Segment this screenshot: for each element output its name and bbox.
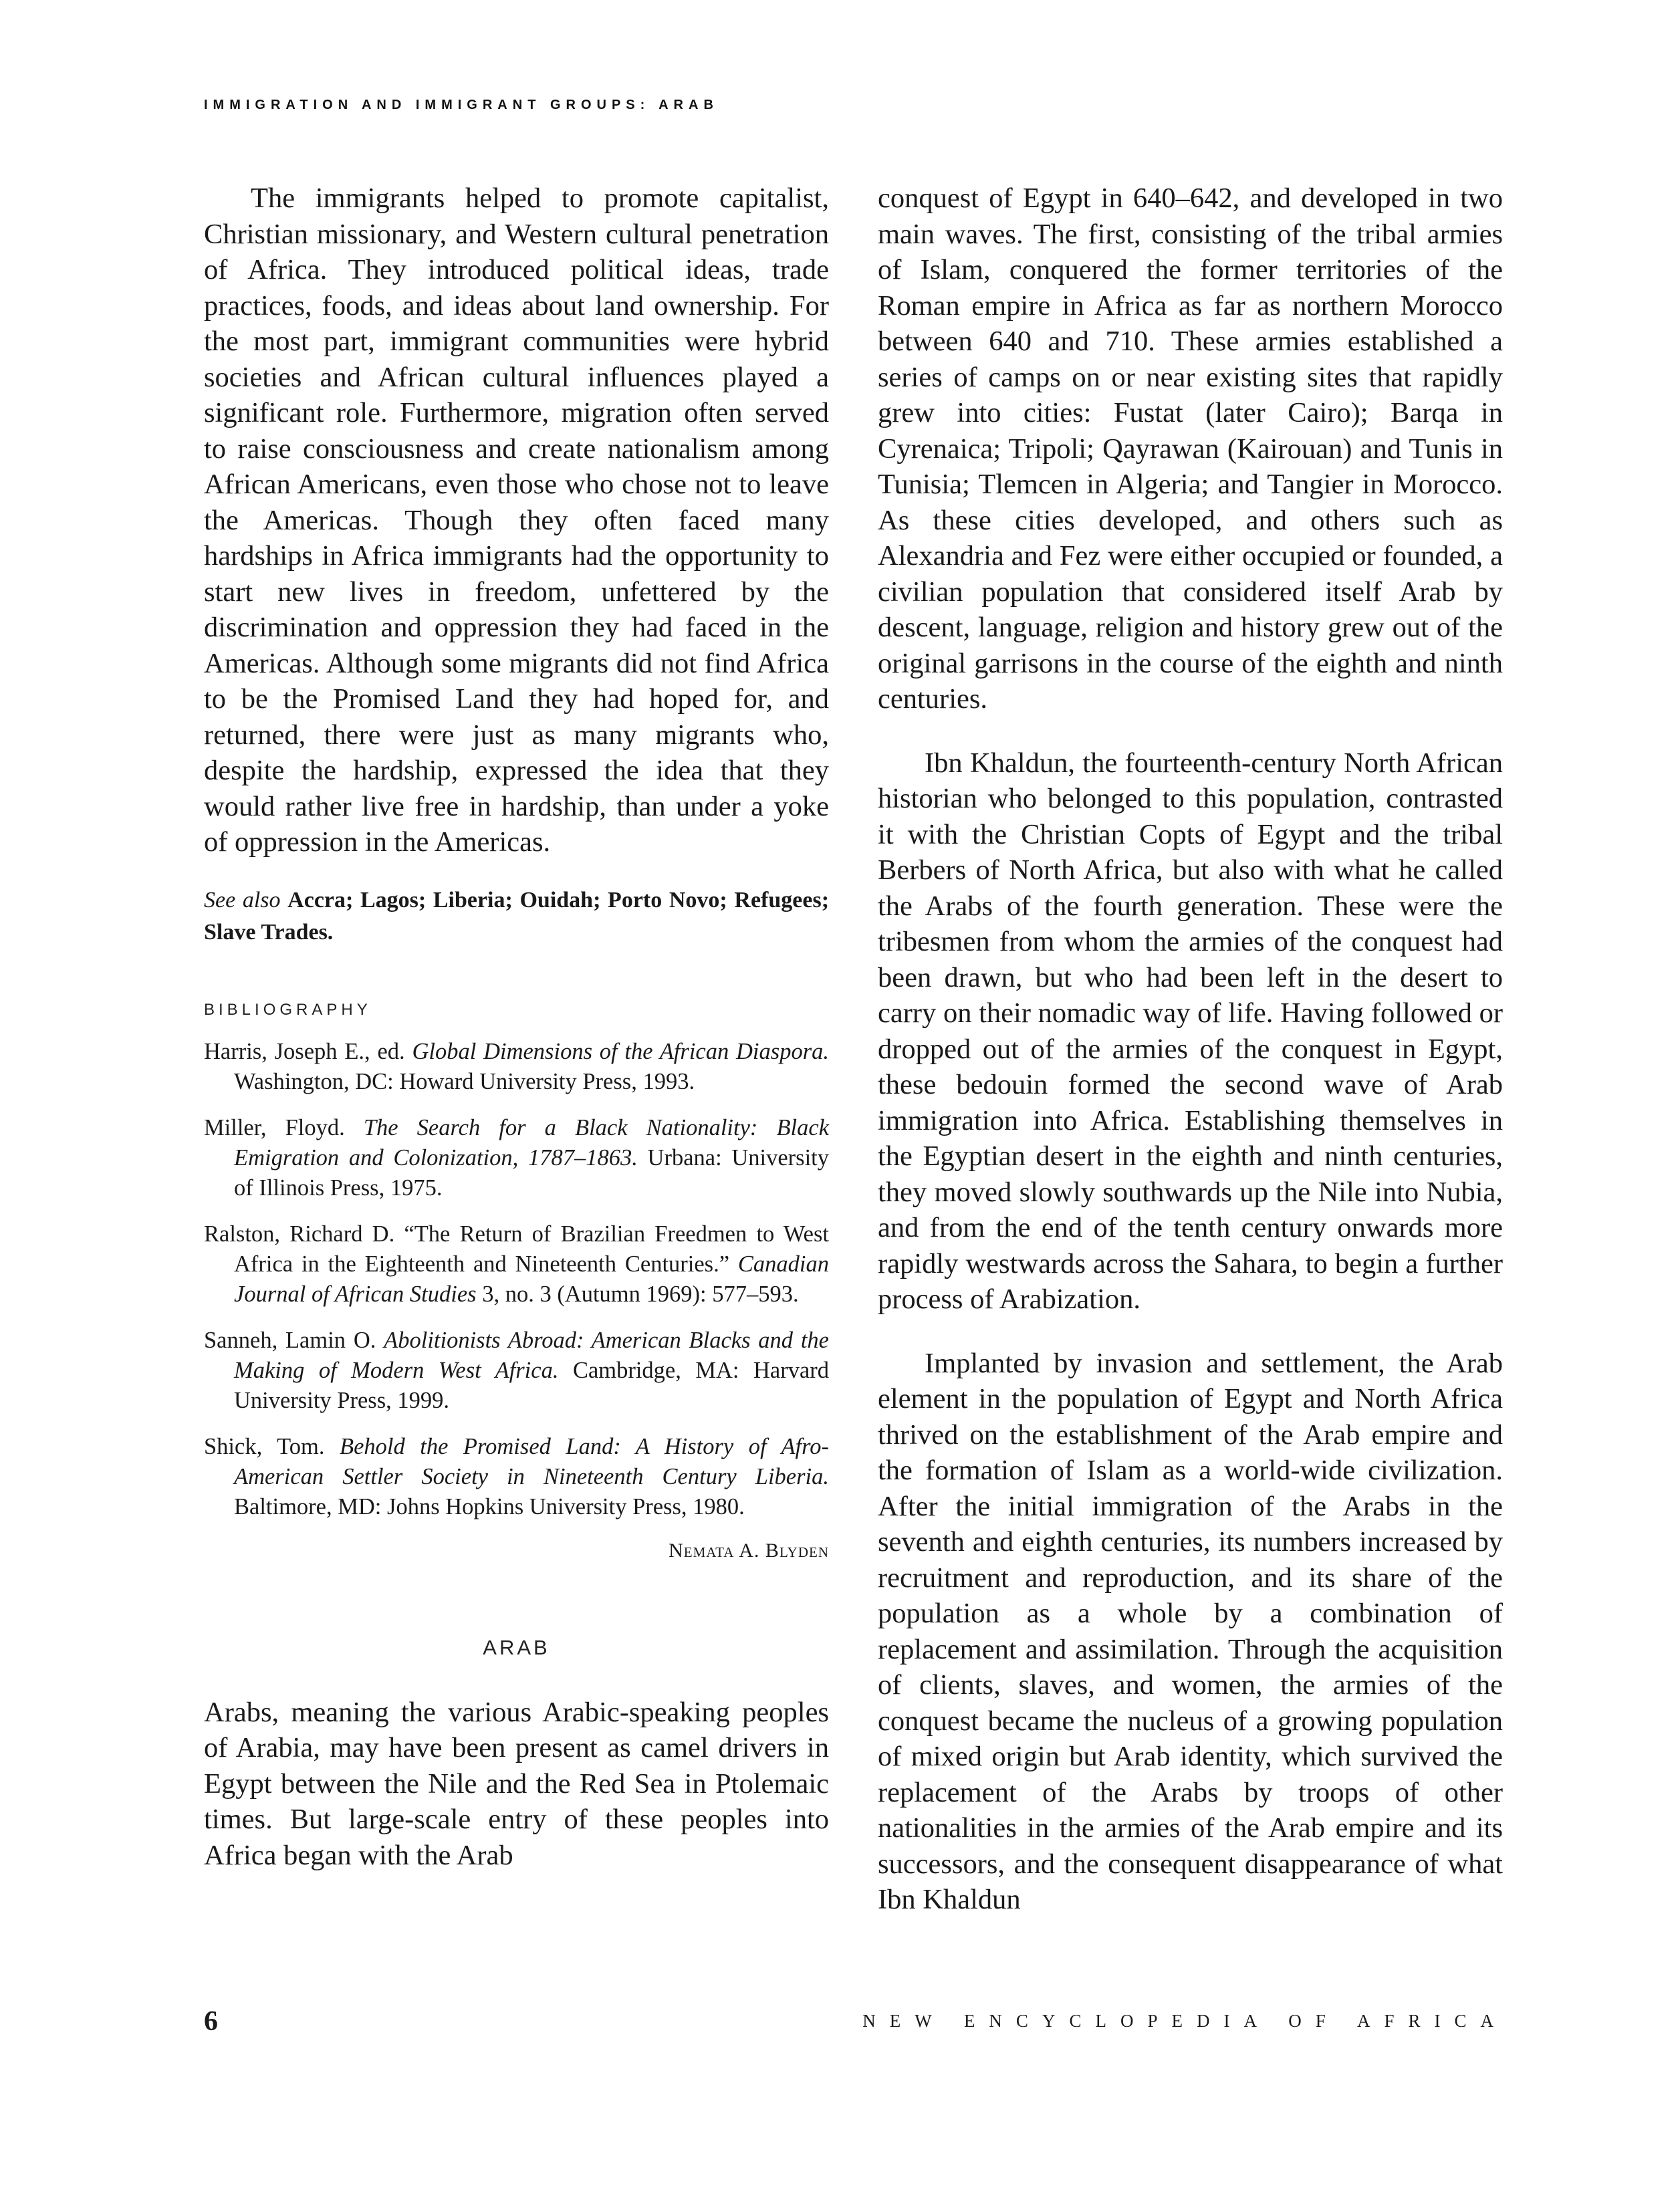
bibliography-publication: Washington, DC: Howard University Press, 1993. — [234, 1068, 695, 1094]
bibliography-entry — [204, 1037, 829, 1097]
body-paragraph: Implanted by invasion and settlement, the Arab element in the population of Egypt and North Africa thrived on the establishment of the Arab empire and the formation of Islam as a world-wide civilization. After the initial immigration of the Arabs in the seventh and eighth centuries, its numbers increased by recruitment and reproduction, and its share of the population as a whole by a combination of replacement and assimilation. Through the acquisition of clients, slaves, and women, the armies of the conquest became the nucleus of a growing population of mixed origin but Arab identity, which survived the replacement of the Arabs by troops of other nationalities in the armies of the Arab empire and its successors, and the consequent disappearance of what Ibn Khaldun — [878, 1347, 1503, 1915]
see-also — [204, 884, 829, 949]
bibliography-author: Harris, Joseph E., ed. — [204, 1038, 412, 1064]
running-head: IMMIGRATION AND IMMIGRANT GROUPS: ARAB — [204, 98, 719, 112]
bibliography-author: Miller, Floyd. — [204, 1114, 364, 1140]
bibliography-author: Ralston, Richard D. “The Return of Brazilian Freedmen to West Africa in the Eighteenth and Nineteenth Centuries.” — [204, 1221, 829, 1277]
book-title: NEW ENCYCLOPEDIA OF AFRICA — [862, 2011, 1508, 2031]
bibliography-list — [204, 1037, 829, 1522]
bibliography-publication: 3, no. 3 (Autumn 1969): 577–593. — [476, 1281, 799, 1307]
bibliography-entry — [204, 1432, 829, 1522]
bibliography-publication: Urbana: University of Illinois Press, 1975. — [234, 1144, 830, 1201]
body-paragraph: Ibn Khaldun, the fourteenth-century North African historian who belonged to this population, contrasted it with the Christian Copts of Egypt and the tribal Berbers of North Africa, but also with what he called the Arabs of the fourth generation. These were the tribesmen from whom the armies of the conquest had been drawn, but who had been left in the desert to carry on their nomadic way of life. Having followed or dropped out of the armies of the conquest in Egypt, these bedouin formed the second wave of Arab immigration into Africa. Establishing themselves in the Egyptian desert in the eighth and ninth centuries, they moved slowly southwards up the Nile into Nubia, and from the end of the tenth century onwards more rapidly westwards across the Sahara, to begin a further process of Arabization. — [878, 747, 1503, 1315]
bibliography-publication: Baltimore, MD: Johns Hopkins University Press, 1980. — [234, 1493, 745, 1519]
see-also-lead: See also — [204, 887, 281, 912]
body-paragraph: conquest of Egypt in 640–642, and developed in two main waves. The first, consisting of the tribal armies of Islam, conquered the former territories of the Roman empire in Africa as far as northern Morocco between 640 and 710. These armies established a series of camps on or near existing sites that rapidly grew into cities: Fustat (later Cairo); Barqa in Cyrenaica; Tripoli; Qayrawan (Kairouan) and Tunis in Tunisia; Tlemcen in Algeria; and Tangier in Morocco. As these cities developed, and others such as Alexandria and Fez were either occupied or founded, a civilian population that considered itself Arab by descent, language, religion and history grew out of the original garrisons in the course of the eighth and ninth centuries. — [878, 182, 1503, 715]
bibliography-title: Global Dimensions of the African Diaspora. — [412, 1038, 829, 1064]
body-paragraph: Arabs, meaning the various Arabic-speaking peoples of Arabia, may have been present as camel drivers in Egypt between the Nile and the Red Sea in Ptolemaic times. But large-scale entry of these peoples into Africa began with the Arab — [204, 1696, 829, 1871]
bibliography-title: The Search for a Black Nationality: Black Emigration and Colonization, 1787–1863. — [234, 1114, 830, 1171]
see-also-references[interactable]: Accra; Lagos; Liberia; Ouidah; Porto Novo; Refugees; Slave Trades. — [204, 887, 830, 945]
bibliography-entry — [204, 1326, 829, 1416]
bibliography-heading: BIBLIOGRAPHY — [204, 1000, 372, 1019]
bibliography-title: Abolitionists Abroad: American Blacks and the Making of Modern West Africa. — [234, 1327, 829, 1383]
right-column — [878, 180, 1503, 1918]
bibliography-entry — [204, 1219, 829, 1310]
bibliography-author: Sanneh, Lamin O. — [204, 1327, 384, 1353]
left-column — [204, 180, 829, 1873]
section-title: ARAB — [483, 1635, 550, 1659]
bibliography-publication: Cambridge, MA: Harvard University Press, 1999. — [234, 1357, 829, 1413]
bibliography-author: Shick, Tom. — [204, 1433, 340, 1459]
article-author: Nemata A. Blyden — [669, 1539, 829, 1562]
bibliography-title: Behold the Promised Land: A History of Afro-American Settler Society in Nineteenth Century Liberia. — [234, 1433, 829, 1489]
bibliography-entry — [204, 1113, 829, 1203]
bibliography-title: Canadian Journal of African Studies — [234, 1251, 829, 1307]
page-number: 6 — [204, 2006, 218, 2037]
body-paragraph: The immigrants helped to promote capitalist, Christian missionary, and Western cultural penetration of Africa. They introduced political ideas, trade practices, foods, and ideas about land ownership. For the most part, immigrant communities were hybrid societies and African cultural influences played a significant role. Furthermore, migration often served to raise consciousness and create nationalism among African Americans, even those who chose not to leave the Americas. Though they often faced many hardships in Africa immigrants had the opportunity to start new lives in freedom, unfettered by the discrimination and oppression they had faced in the Americas. Although some migrants did not find Africa to be the Promised Land they had hoped for, and returned, there were just as many migrants who, despite the hardship, expressed the idea that they would rather live free in hardship, than under a yoke of oppression in the Americas. — [204, 182, 829, 858]
